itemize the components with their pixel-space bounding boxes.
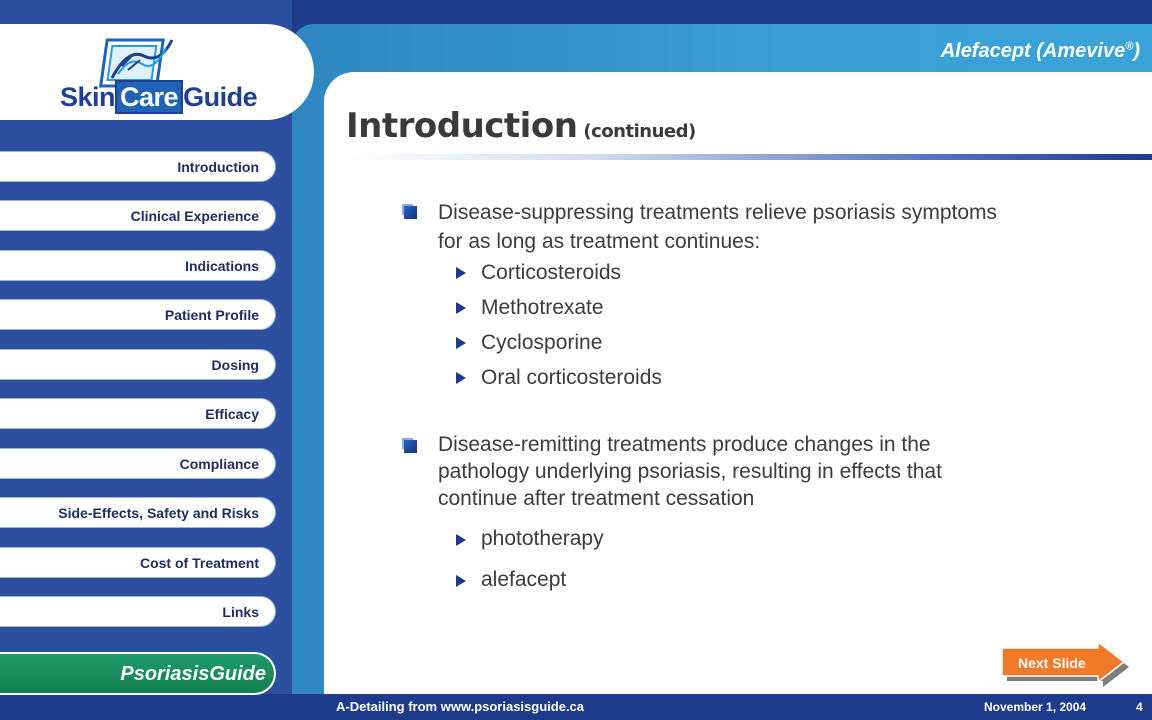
title-divider	[346, 154, 1152, 160]
bullet-square-icon	[404, 206, 417, 219]
bullet-square-icon	[404, 440, 417, 453]
bullet-suppressing-line1: Disease-suppressing treatments relieve psoriasis symptoms	[438, 201, 998, 224]
sub-bullet-arrow-icon	[456, 575, 466, 587]
psoriasisguide-home-button[interactable]: PsoriasisGuide	[0, 652, 276, 695]
sub-bullet-arrow-icon	[456, 267, 466, 279]
logo-wordmark	[60, 82, 257, 113]
next-slide-button[interactable]: Next Slide	[1018, 655, 1086, 671]
sub-item-oral-corticosteroids: Oral corticosteroids	[481, 366, 662, 389]
nav-introduction[interactable]: Introduction	[0, 151, 276, 182]
bullet-remitting-line2: pathology underlying psoriasis, resulting in effects that	[438, 460, 942, 483]
nav-indications[interactable]: Indications	[0, 250, 276, 281]
sub-bullet-arrow-icon	[456, 372, 466, 384]
sub-item-cyclosporine: Cyclosporine	[481, 331, 603, 354]
sub-item-corticosteroids: Corticosteroids	[481, 261, 622, 284]
footer-source: A-Detailing from www.psoriasisguide.ca	[336, 699, 585, 714]
nav-side-effects[interactable]: Side-Effects, Safety and Risks	[0, 497, 276, 528]
logo-part-care: Care	[115, 80, 183, 114]
sub-bullet-arrow-icon	[456, 337, 466, 349]
nav-efficacy[interactable]: Efficacy	[0, 398, 276, 429]
slide-subtitle: (continued)	[583, 121, 696, 142]
logo-part-guide: Guide	[183, 82, 258, 112]
sub-item-alefacept: alefacept	[481, 568, 567, 591]
nav-patient-profile[interactable]: Patient Profile	[0, 299, 276, 330]
page-number: 4	[1136, 700, 1143, 714]
registered-mark: ®	[1125, 40, 1134, 53]
footer-date: November 1, 2004	[984, 700, 1087, 714]
product-title	[941, 40, 1140, 63]
content-area	[324, 72, 1152, 694]
sub-item-phototherapy: phototherapy	[481, 527, 604, 550]
bullet-remitting-line1: Disease-remitting treatments produce changes in the	[438, 433, 931, 456]
sub-item-methotrexate: Methotrexate	[481, 296, 604, 319]
sub-bullet-arrow-icon	[456, 302, 466, 314]
nav-compliance[interactable]: Compliance	[0, 448, 276, 479]
nav-cost-of-treatment[interactable]: Cost of Treatment	[0, 547, 276, 578]
logo-part-skin: Skin	[60, 82, 116, 112]
product-name: Alefacept (Amevive	[940, 40, 1126, 62]
bullet-suppressing-line2: for as long as treatment continues:	[438, 230, 761, 253]
nav-clinical-experience[interactable]: Clinical Experience	[0, 200, 276, 231]
bullet-remitting-line3: continue after treatment cessation	[438, 487, 755, 510]
nav-dosing[interactable]: Dosing	[0, 349, 276, 380]
page-title	[346, 106, 696, 146]
product-close-paren: )	[1133, 40, 1140, 62]
nav-links[interactable]: Links	[0, 596, 276, 627]
sub-bullet-arrow-icon	[456, 534, 466, 546]
slide-title-text: Introduction	[346, 106, 578, 146]
